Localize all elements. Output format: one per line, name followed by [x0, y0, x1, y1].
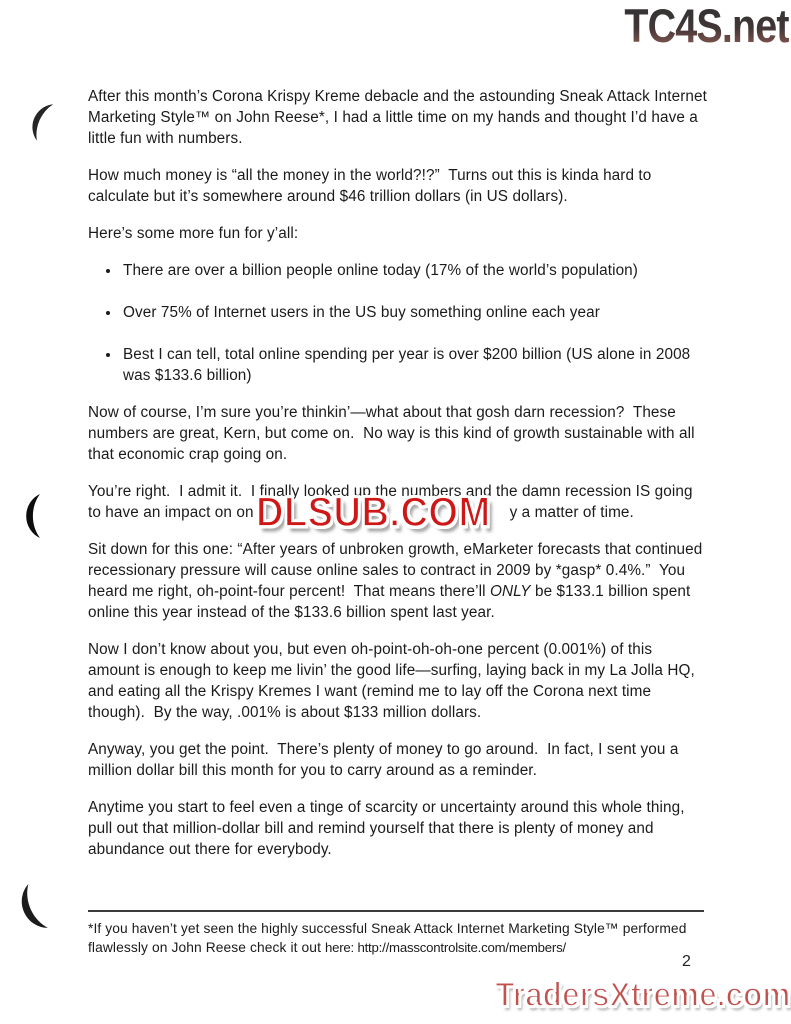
paragraph-emarketer: [88, 539, 708, 623]
letter-body: [88, 86, 712, 957]
tc4s-logo: TC4S.net: [624, 0, 789, 52]
paragraph-world-money: How much money is “all the money in the world?!?” Turns out this is kinda hard to calculate but it’s somewhere around $46 trillion dollars (in US dollars).: [88, 167, 656, 205]
paragraph-fun-lead: Here’s some more fun for y’all:: [88, 225, 299, 242]
text-fragment: be $133.1 billion spent online this year instead of the $133.6 billion spent last year.: [88, 583, 695, 621]
paragraph-abundance: Anytime you start to feel even a tinge of scarcity or uncertainty around this whole thing, pull out that million-dollar bill and remind yourself that there is plenty of money and abundance out there for everybody.: [88, 799, 689, 858]
footnote-url: here: http://masscontrolsite.com/members/: [324, 940, 566, 955]
dlsub-watermark: DLSUB.COM: [256, 489, 491, 536]
text-fragment: Sit down for this one: “After years of unbroken growth, eMarketer forecasts that continued recessionary pressure will cause online sales to contract in 2009 by *gasp* 0.4%.” You heard me right, oh-point-four percent! That means there’ll: [88, 541, 707, 600]
footnote-text: *If you haven’t yet seen the highly successful Sneak Attack Internet Marketing Style™ performed flawlessly on John Reese check it out: [88, 921, 691, 955]
tradersxtreme-logo: TradersXtreme.com: [494, 976, 790, 1014]
paragraph-good-life: Now I don’t know about you, but even oh-point-oh-oh-one percent (0.001%) of this amount is enough to keep me livin’ the good life—surfing, laying back in my La Jolla HQ, and eating all the Krispy Kremes I want (remind me to lay off the Corona next time though). By the way, .001% is about $133 million dollars.: [88, 641, 700, 721]
paragraph-million-bill: Anyway, you get the point. There’s plenty of money to go around. In fact, I sent you a million dollar bill this month for you to carry around as a reminder.: [88, 741, 683, 779]
hole-punch-mark: [18, 492, 44, 540]
bullet-item: • Over 75% of Internet users in the US buy something online each year: [121, 302, 708, 323]
hole-punch-mark: [12, 92, 57, 144]
paragraph-with-watermark: [88, 481, 708, 536]
footnote: [88, 910, 704, 957]
paragraph-line: You’re right. I admit it. I finally looked up the numbers and the damn recession IS going: [88, 483, 693, 500]
bullet-list: [88, 260, 708, 386]
text-fragment: to have an impact on on: [88, 504, 254, 521]
text-fragment: y a matter of time.: [509, 504, 634, 521]
bullet-item: • Best I can tell, total online spending per year is over $200 billion (US alone in 2008 was $133.6 billion): [121, 344, 708, 386]
paragraph-intro: After this month’s Corona Krispy Kreme debacle and the astounding Sneak Attack Internet Marketing Style™ on John Reese*, I had a little time on my hands and thought I’d have a little fun with numbers.: [88, 88, 712, 147]
page-number: 2: [682, 953, 691, 970]
paragraph-recession: Now of course, I’m sure you’re thinkin’—what about that gosh darn recession? These numbers are great, Kern, but come on. No way is this kind of growth sustainable with all that economic crap going on.: [88, 404, 699, 463]
emphasis-only: ONLY: [489, 583, 531, 600]
hole-punch-mark: [5, 880, 54, 940]
bullet-item: • There are over a billion people online today (17% of the world’s population): [121, 260, 708, 281]
